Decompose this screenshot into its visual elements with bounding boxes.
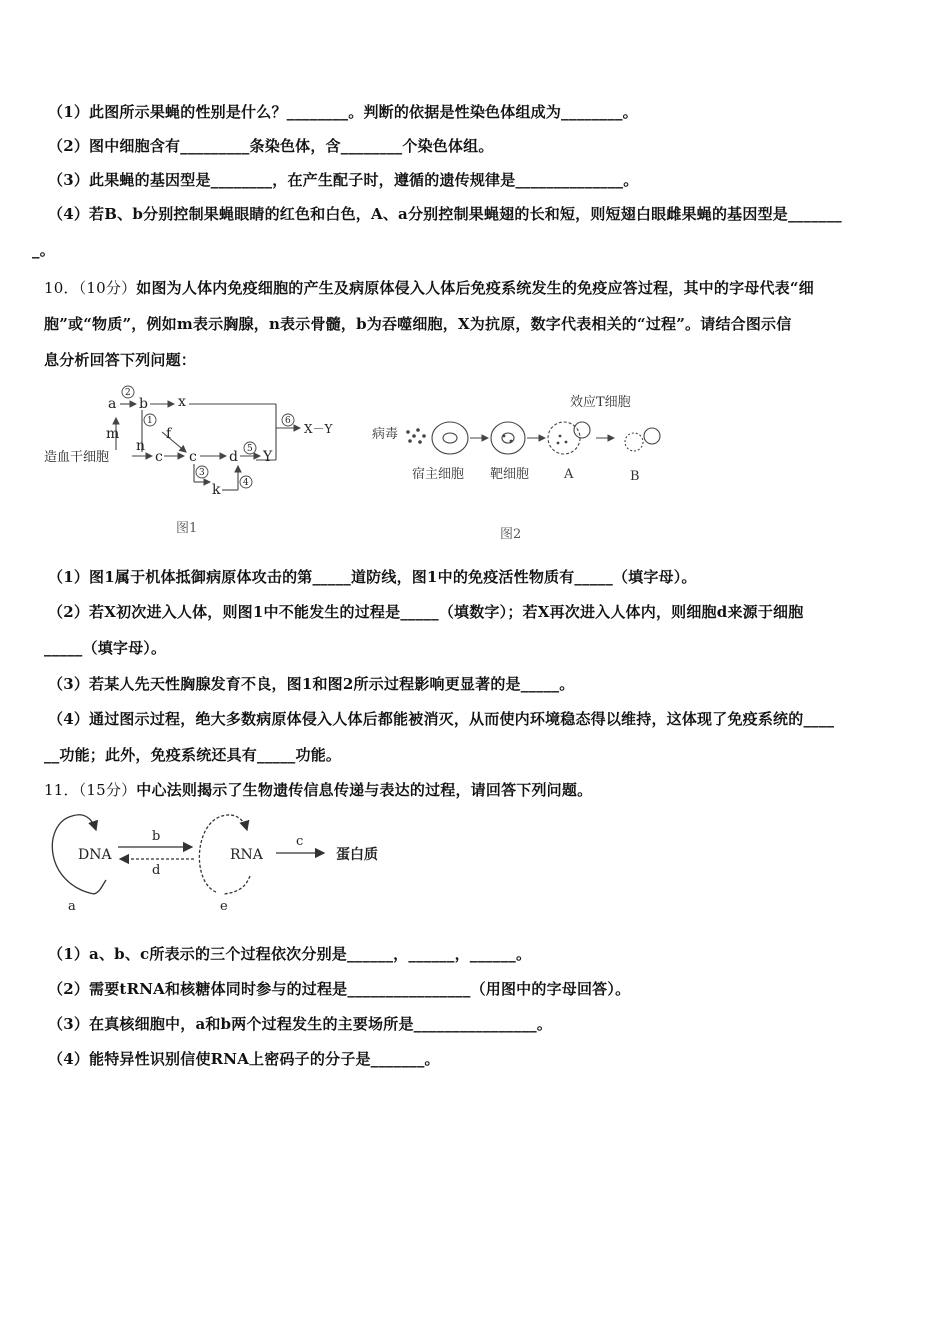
fig1-step-2: 2 [125, 388, 131, 398]
fig1-label-y: Y [263, 449, 273, 465]
q9-sub2: （2）图中细胞含有_________条染色体，含________个染色体组。 [48, 137, 494, 155]
q9-sub3: （3）此果蝇的基因型是________，在产生配子时，遵循的遗传规律是______________。 [48, 171, 639, 189]
fig1-label-xy: X－Y [304, 422, 333, 436]
fig2-cell-b [644, 428, 660, 444]
node-rna: RNA [230, 847, 263, 863]
fig2-host-nucleus [443, 433, 457, 443]
q10-sub4-line1: （4）通过图示过程，绝大多数病原体侵入人体后都能被消灭，从而使内环境稳态得以维持，这体现了免疫系统的____ [48, 710, 835, 728]
fig1-caption: 图1 [176, 521, 198, 536]
cycle-a-tail [94, 880, 106, 894]
label-b: b [152, 829, 161, 844]
fig2-cell-b-fragment [625, 433, 643, 451]
q9-sub1: （1）此图所示果蝇的性别是什么？________。判断的依据是性染色体组成为________。 [48, 103, 638, 121]
q9-sub4-line2: _。 [32, 241, 55, 259]
fig1-label-c2: c [189, 449, 197, 465]
q11-sub2: （2）需要tRNA和核糖体同时参与的过程是________________（用图中的字母回答）。 [48, 980, 631, 998]
q10-sub3: （3）若某人先天性胸腺发育不良，图1和图2所示过程影响更显著的是_____。 [48, 675, 575, 693]
fig1-label-c1: c [155, 449, 163, 465]
fig2-virus-label: 病毒 [372, 427, 399, 442]
figure-2-svg [372, 386, 672, 546]
q11-stem-text: 中心法则揭示了生物遗传信息传递与表达的过程，请回答下列问题。 [136, 781, 593, 799]
q10-stem-text1: 如图为人体内免疫细胞的产生及病原体侵入人体后免疫系统发生的免疫应答过程，其中的字母代表“细 [136, 279, 814, 297]
q10-sub2-line2: _____（填字母）。 [44, 639, 167, 657]
fig1-source-label: 造血干细胞 [44, 450, 110, 465]
fig1-step-6: 6 [285, 416, 291, 426]
fig2-effector-label: 效应T细胞 [570, 395, 631, 410]
fig1-label-d: d [229, 449, 238, 465]
q11-sub4: （4）能特异性识别信使RNA上密码子的分子是_______。 [48, 1050, 440, 1068]
fig1-step-5: 5 [247, 444, 253, 454]
fig1-label-a: a [108, 396, 117, 412]
q11-sub1: （1）a、b、c所表示的三个过程依次分别是______，______，______。 [48, 945, 532, 963]
fig1-label-k: k [212, 482, 221, 498]
q10-stem-line2: 胞”或“物质”，例如m表示胸腺，n表示骨髓，b为吞噬细胞，X为抗原，数字代表相关的“过程”。请结合图示信 [44, 315, 792, 333]
label-d: d [152, 863, 161, 878]
q10-number: 10．（10分） [44, 279, 137, 297]
fig2-host-cell [432, 422, 468, 454]
q10-sub4-line2: __功能；此外，免疫系统还具有_____功能。 [44, 746, 342, 764]
fig2-caption: 图2 [500, 527, 522, 542]
q11-stem [44, 780, 592, 800]
fig2-label-a: A [564, 467, 574, 482]
q10-sub1: （1）图1属于机体抵御病原体攻击的第_____道防线，图1中的免疫活性物质有_____（填字母）。 [48, 568, 697, 586]
fig1-label-b: b [139, 396, 148, 412]
fig1-step-3: 3 [199, 468, 205, 478]
fig2-host-label: 宿主细胞 [412, 467, 465, 482]
figure-central-dogma [44, 806, 404, 916]
fig1-label-m: m [106, 426, 120, 442]
node-dna: DNA [78, 847, 112, 863]
fig1-step-1: 1 [147, 416, 153, 426]
q9-sub4-line1: （4）若B、b分别控制果蝇眼睛的红色和白色，A、a分别控制果蝇翅的长和短，则短翅白眼雌果蝇的基因型是_______ [48, 205, 842, 223]
fig2-label-b: B [630, 469, 640, 484]
fig2-effector-t-cell [574, 422, 590, 438]
node-protein: 蛋白质 [336, 847, 378, 863]
figure-1-immune-pathway [44, 378, 344, 548]
q10-stem-line3: 息分析回答下列问题： [44, 351, 197, 369]
fig2-target-cell [491, 422, 525, 454]
q10-stem-line1 [44, 278, 814, 298]
figure-2-effector-t-cell [372, 386, 672, 546]
fig1-label-f: f [166, 426, 172, 442]
fig2-virus-particles [406, 428, 426, 444]
fig1-step-4: 4 [243, 478, 249, 488]
label-e: e [220, 899, 228, 914]
central-dogma-svg [44, 806, 404, 916]
q11-sub3: （3）在真核细胞中，a和b两个过程发生的主要场所是________________。 [48, 1015, 553, 1033]
label-a: a [68, 899, 76, 914]
q11-number: 11．（15分） [44, 781, 137, 799]
fig2-target-label: 靶细胞 [490, 467, 530, 482]
cycle-e-tail [224, 876, 250, 894]
fig1-label-n: n [136, 438, 146, 454]
label-c: c [296, 834, 304, 849]
q10-sub2-line1: （2）若X初次进入人体，则图1中不能发生的过程是_____（填数字）；若X再次进入人体内，则细胞d来源于细胞 [48, 603, 804, 621]
figure-1-svg [44, 378, 344, 548]
fig1-label-x: x [178, 394, 186, 410]
